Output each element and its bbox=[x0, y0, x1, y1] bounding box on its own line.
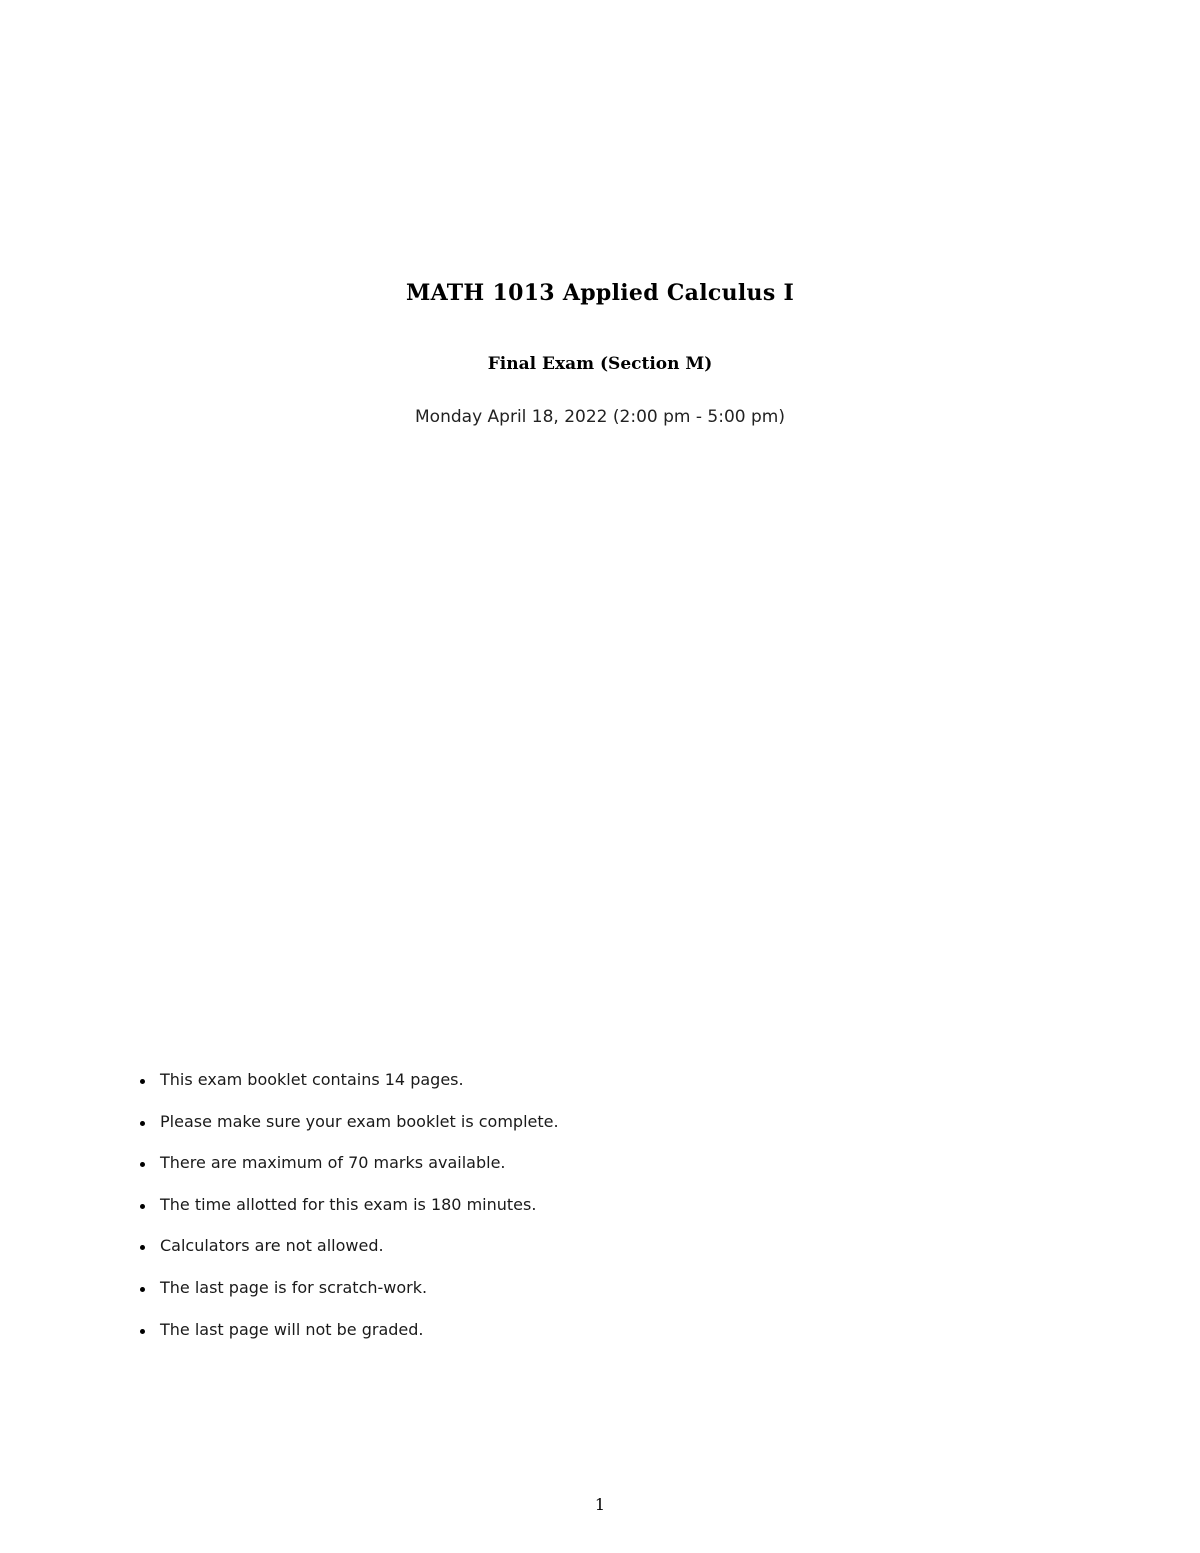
exam-subtitle: Final Exam (Section M) bbox=[487, 354, 713, 374]
exam-date-line: Monday April 18, 2022 (2:00 pm - 5:00 pm) bbox=[415, 407, 785, 427]
bullet-icon bbox=[140, 1287, 145, 1292]
bullet-icon bbox=[140, 1329, 145, 1334]
instruction-text: The last page is for scratch-work. bbox=[160, 1277, 428, 1297]
bullet-icon bbox=[140, 1204, 145, 1209]
bullet-icon bbox=[140, 1162, 145, 1167]
exam-title: MATH 1013 Applied Calculus I bbox=[405, 280, 795, 306]
instruction-item bbox=[134, 1153, 934, 1195]
instruction-text: There are maximum of 70 marks available. bbox=[160, 1153, 506, 1173]
instruction-item bbox=[134, 1195, 934, 1237]
page-number: 1 bbox=[594, 1495, 606, 1514]
instruction-text: The last page will not be graded. bbox=[160, 1319, 424, 1339]
instruction-text: The time allotted for this exam is 180 minutes. bbox=[160, 1194, 537, 1214]
instruction-item bbox=[134, 1320, 934, 1362]
instructions-list bbox=[134, 1070, 934, 1361]
bullet-icon bbox=[140, 1079, 145, 1084]
instruction-item bbox=[134, 1070, 934, 1112]
instruction-text: This exam booklet contains 14 pages. bbox=[160, 1070, 464, 1089]
instruction-item bbox=[134, 1236, 934, 1278]
instruction-item bbox=[134, 1112, 934, 1154]
bullet-icon bbox=[140, 1245, 145, 1250]
instruction-item bbox=[134, 1278, 934, 1320]
bullet-icon bbox=[140, 1121, 145, 1126]
instruction-text: Please make sure your exam booklet is complete. bbox=[160, 1111, 559, 1131]
instruction-text: Calculators are not allowed. bbox=[160, 1236, 384, 1256]
